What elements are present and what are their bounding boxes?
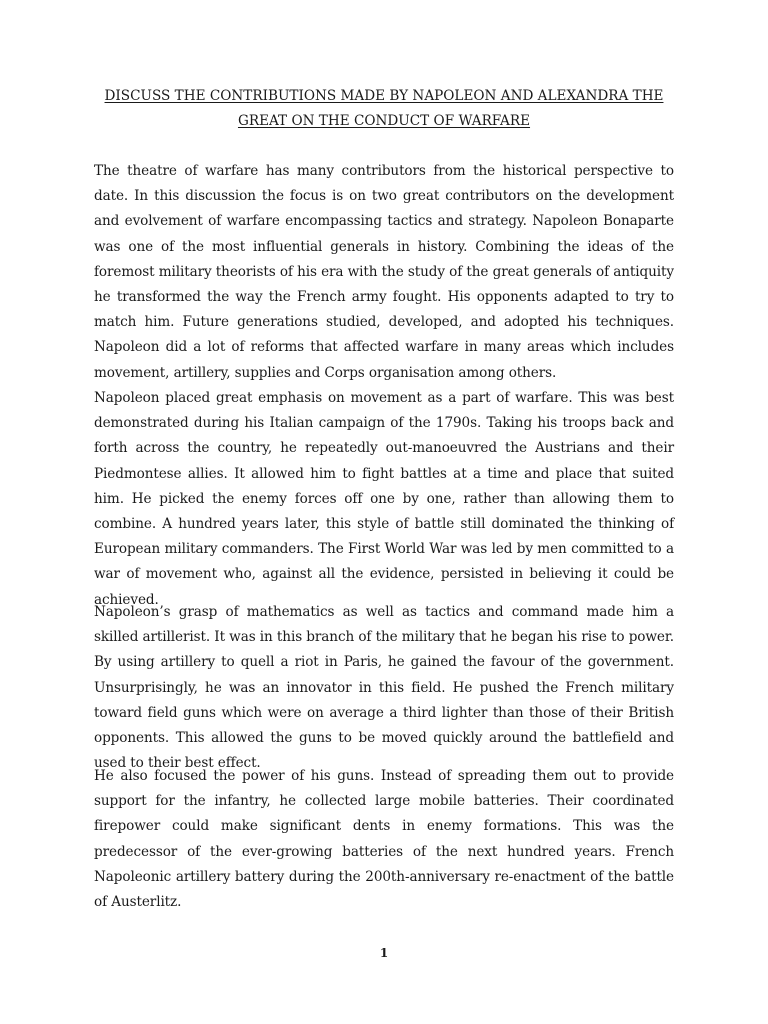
- paragraph-movement: Napoleon placed great emphasis on movement as a part of warfare. This was best demonstrated during his Italian campaign of the 1790s. Taking his troops back and forth across the country, he repeatedly out-manoeuvred the Austrians and their Piedmontese allies. It allowed him to fight battles at a time and place that suited him. He picked the enemy forces off one by one, rather than allowing them to combine. A hundred years later, this style of battle still dominated the thinking of European military commanders. The First World War was led by men committed to a war of movement who, against all the evidence, persisted in believing it could be achieved.: [94, 390, 674, 608]
- paragraph-artillery: Napoleon’s grasp of mathematics as well as tactics and command made him a skilled artillerist. It was in this branch of the military that he began his rise to power. By using artillery to quell a riot in Paris, he gained the favour of the government. Unsurprisingly, he was an innovator in this field. He pushed the French military toward field guns which were on average a third lighter than those of their British opponents. This allowed the guns to be moved quickly around the battlefield and used to their best effect.: [94, 604, 674, 772]
- paragraph-introduction: The theatre of warfare has many contributors from the historical perspective to date. In this discussion the focus is on two great contributors on the development and evolvement of warfare encompassing tactics and strategy. Napoleon Bonaparte was one of the most influential generals in history. Combining the ideas of the foremost military theorists of his era with the study of the great generals of antiquity he transformed the way the French army fought. His opponents adapted to try to match him. Future generations studied, developed, and adopted his techniques. Napoleon did a lot of reforms that affected warfare in many areas which includes movement, artillery, supplies and Corps organisation among others.: [94, 163, 674, 381]
- title-line-2: GREAT ON THE CONDUCT OF WARFARE: [237, 113, 531, 129]
- document-title: [94, 84, 674, 134]
- page-number: 1: [379, 946, 389, 960]
- paragraph-batteries: He also focused the power of his guns. Instead of spreading them out to provide support for the infantry, he collected large mobile batteries. Their coordinated firepower could make significant dents in enemy formations. This was the predecessor of the ever-growing batteries of the next hundred years. French Napoleonic artillery battery during the 200th-anniversary re-enactment of the battle of Austerlitz.: [94, 768, 674, 911]
- title-line-1: DISCUSS THE CONTRIBUTIONS MADE BY NAPOLEON AND ALEXANDRA THE: [104, 88, 664, 104]
